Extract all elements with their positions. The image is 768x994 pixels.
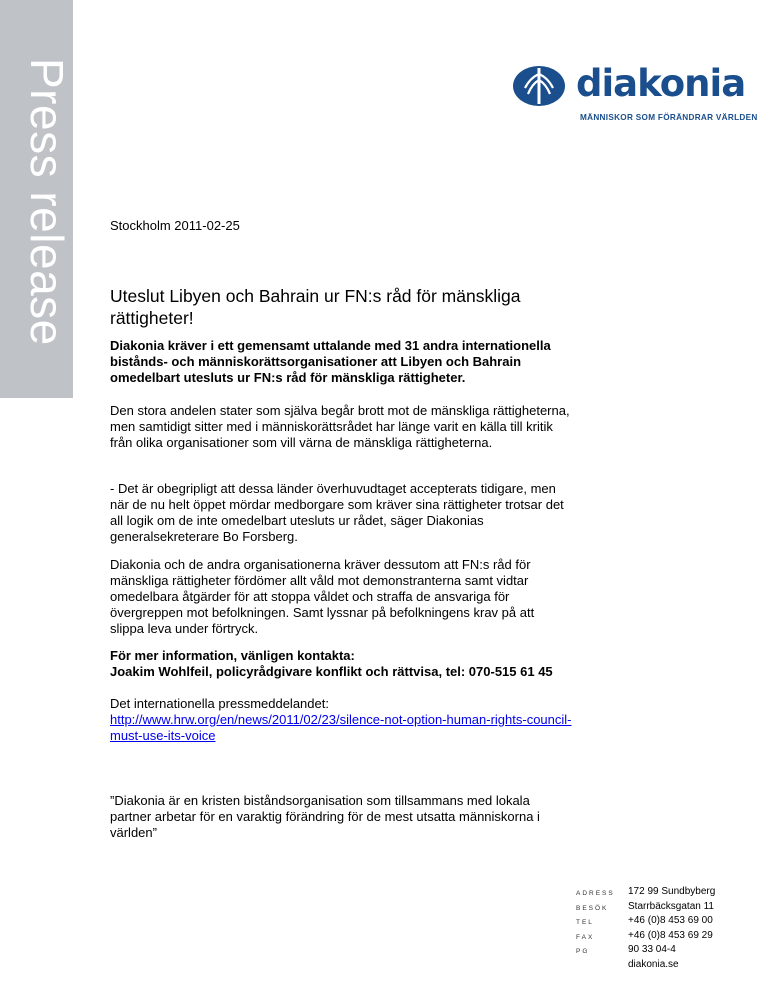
address-row bbox=[576, 886, 715, 901]
address-value: Starrbäcksgatan 11 bbox=[628, 900, 714, 912]
press-release-label: Press release bbox=[21, 58, 73, 346]
logo-tagline: MÄNNISKOR SOM FÖRÄNDRAR VÄRLDEN bbox=[580, 113, 758, 122]
quote-paragraph: - Det är obegripligt att dessa länder överhuvudtaget accepterats tidigare, men när de nu helt öppet mördar medborgare som kräver sina rättigheter trotsar det all logik om de inte omedelbart utesluts ur rådet, säger Diakonias generalsekreterare Bo Forsberg. bbox=[110, 481, 564, 544]
address-label: FAX bbox=[576, 933, 595, 941]
headline: Uteslut Libyen och Bahrain ur FN:s råd för mänskliga rättigheter! bbox=[110, 286, 521, 328]
press-release-banner bbox=[0, 0, 73, 398]
address-row bbox=[576, 944, 715, 959]
address-row bbox=[576, 930, 715, 945]
address-label: ADRESS bbox=[576, 890, 615, 897]
intl-label: Det internationella pressmeddelandet: bbox=[110, 696, 329, 711]
address-row bbox=[576, 915, 715, 930]
dateline: Stockholm 2011-02-25 bbox=[110, 218, 240, 233]
body-paragraph: Diakonia och de andra organisationerna kräver dessutom att FN:s råd för mänskliga rättigheter fördömer allt våld mot demonstranterna samt vidtar omedelbara åtgärder för att stoppa våldet och straffa de ansvariga för övergreppen mot befolkningen. Samt lyssnar på befolkningens krav på att slippa leva under förtryck. bbox=[110, 557, 535, 636]
address-label: TEL bbox=[576, 919, 594, 927]
address-label: BESÖK bbox=[576, 904, 609, 912]
intl-link[interactable]: http://www.hrw.org/en/news/2011/02/23/silence-not-option-human-rights-council-must-use-its-voice bbox=[110, 712, 572, 743]
organisation-quote: ”Diakonia är en kristen biståndsorganisation som tillsammans med lokala partner arbetar för en varaktig förändring för de mest utsatta människorna i världen” bbox=[110, 793, 540, 840]
address-label bbox=[576, 959, 628, 972]
address-value: 90 33 04-4 bbox=[628, 944, 676, 956]
intl-press-release bbox=[110, 696, 590, 744]
website: diakonia.se bbox=[628, 958, 679, 970]
address-row bbox=[576, 959, 715, 972]
address-block bbox=[576, 886, 715, 972]
address-value: +46 (0)8 453 69 00 bbox=[628, 915, 713, 927]
contact-person: Joakim Wohlfeil, policyrådgivare konflikt och rättvisa, tel: 070-515 61 45 bbox=[110, 664, 553, 679]
diakonia-logo bbox=[510, 62, 758, 124]
logo-wordmark: diakonia bbox=[576, 62, 746, 105]
contact-heading: För mer information, vänligen kontakta: bbox=[110, 648, 355, 663]
address-label: PG bbox=[576, 948, 590, 956]
address-row bbox=[576, 901, 715, 916]
address-value: 172 99 Sundbyberg bbox=[628, 886, 716, 897]
contact-block bbox=[110, 648, 630, 680]
address-value: +46 (0)8 453 69 29 bbox=[628, 929, 713, 941]
body-paragraph: Den stora andelen stater som själva begår brott mot de mänskliga rättigheterna, men samtidigt sitter med i människorättsrådet har länge varit en källa till kritik från olika organisationer som vill värna de mänskliga rättigheterna. bbox=[110, 403, 570, 450]
dove-emblem-icon bbox=[510, 64, 568, 108]
lead-paragraph: Diakonia kräver i ett gemensamt uttalande med 31 andra internationella bistånds- och människorättsorganisationer att Libyen och Bahrain omedelbart utesluts ur FN:s råd för mänskliga rättigheter. bbox=[110, 338, 551, 385]
